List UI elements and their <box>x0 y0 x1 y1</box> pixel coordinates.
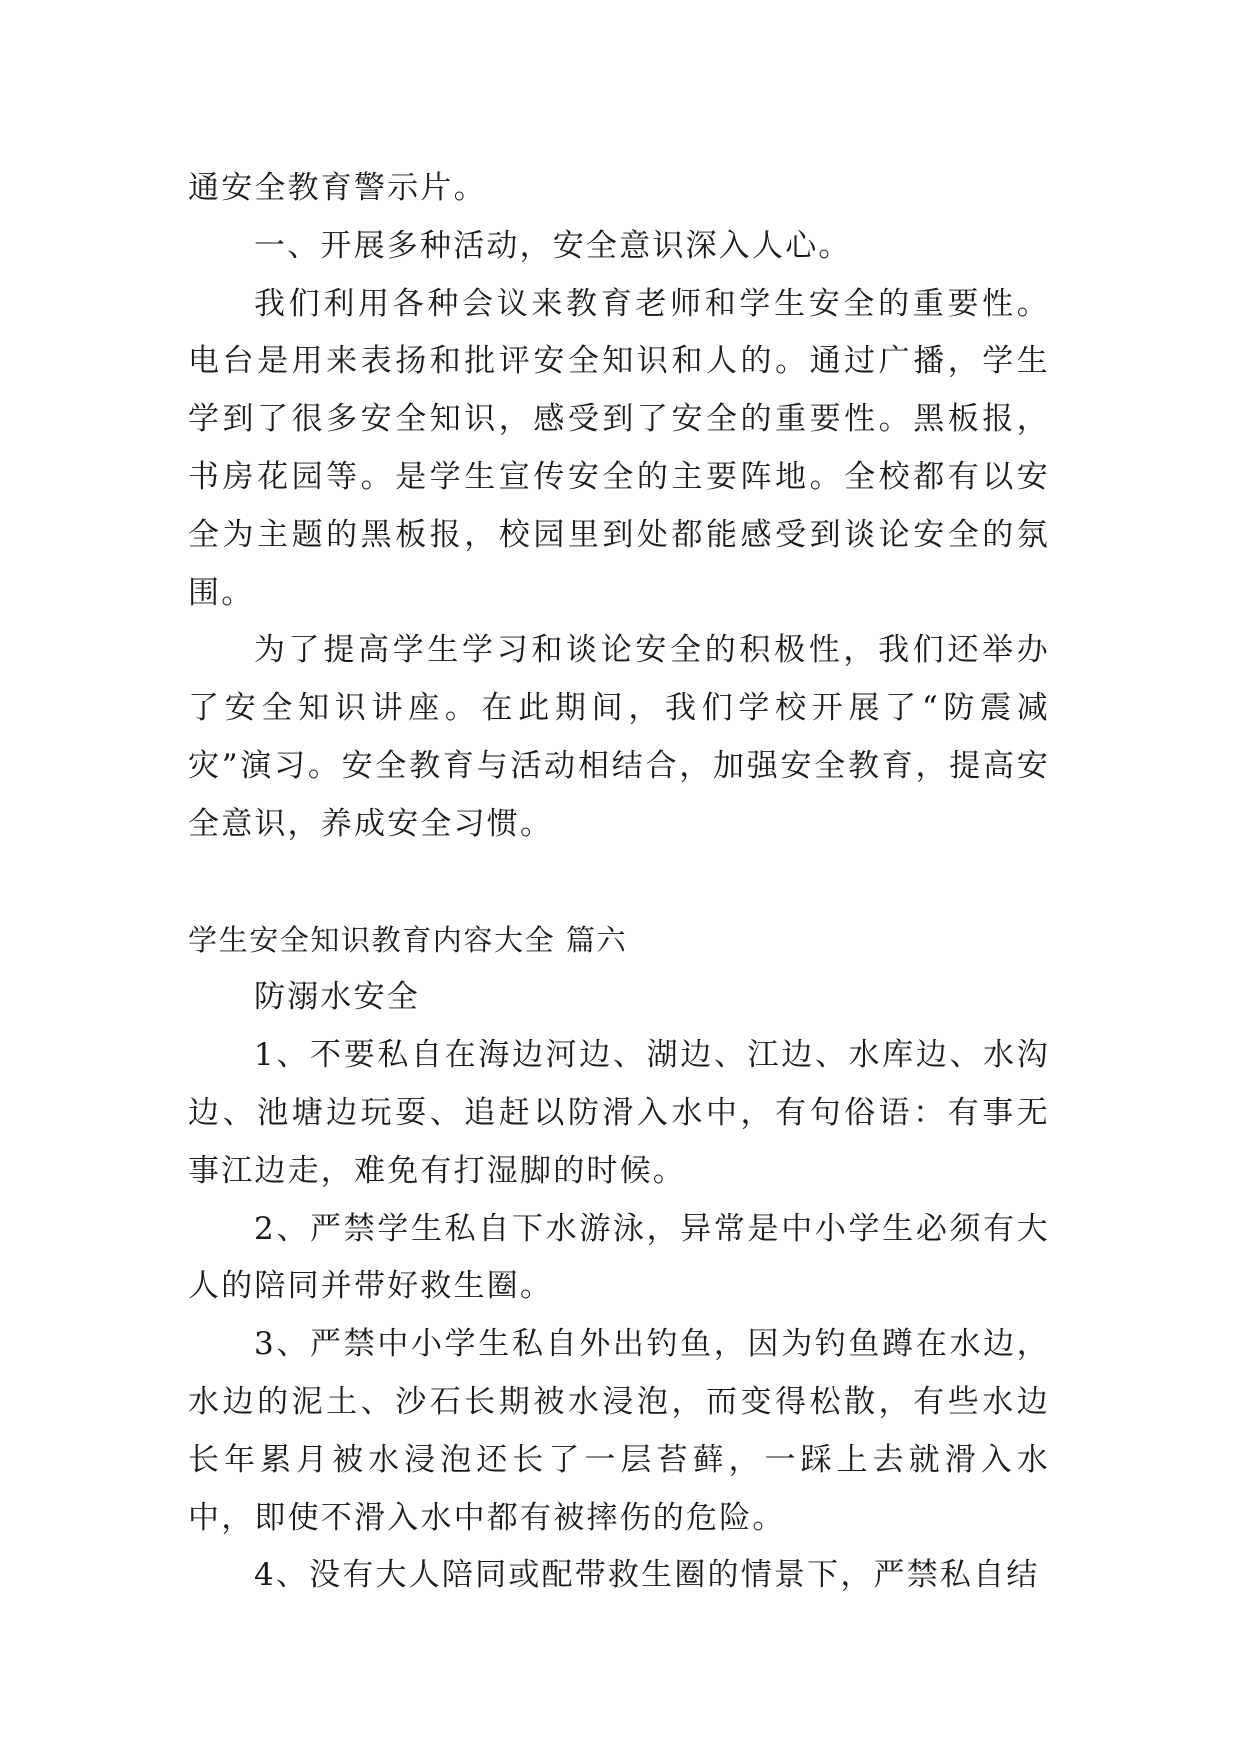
subheading: 防溺水安全 <box>254 979 420 1016</box>
continuation-text: 通安全教育警示片。 <box>188 170 487 206</box>
heading-1: 一、开展多种活动，安全意识深入人心。 <box>254 227 852 264</box>
section-title: 学生安全知识教育内容大全 篇六 <box>188 922 628 957</box>
paragraph-2: 为了提高学生学习和谈论安全的积极性，我们还举办了安全知识讲座。在此期间，我们学校开展了“防震减灾”演习。安全教育与活动相结合，加强安全教育，提高安全意识，养成安全习惯。 <box>188 632 1050 842</box>
list-item-2: 2、严禁学生私自下水游泳，异常是中小学生必须有大人的陪同并带好救生圈。 <box>188 1210 1050 1305</box>
list-item-1: 1、不要私自在海边河边、湖边、江边、水库边、水沟边、池塘边玩耍、追赶以防滑入水中，有句俗语：有事无事江边走，难免有打湿脚的时候。 <box>188 1037 1050 1189</box>
list-item-4: 4、没有大人陪同或配带救生圈的情景下，严禁私自结 <box>254 1557 1040 1594</box>
list-item-3: 3、严禁中小学生私自外出钓鱼，因为钓鱼蹲在水边，水边的泥土、沙石长期被水浸泡，而变得松散，有些水边长年累月被水浸泡还长了一层苔藓，一踩上去就滑入水中，即使不滑入水中都有被摔伤的危险。 <box>188 1326 1050 1536</box>
paragraph-1: 我们利用各种会议来教育老师和学生安全的重要性。电台是用来表扬和批评安全知识和人的。通过广播，学生学到了很多安全知识，感受到了安全的重要性。黑板报，书房花园等。是学生宣传安全的主要阵地。全校都有以安全为主题的黑板报，校园里到处都能感受到谈论安全的氛围。 <box>188 285 1050 611</box>
document-page <box>188 160 1050 1605</box>
